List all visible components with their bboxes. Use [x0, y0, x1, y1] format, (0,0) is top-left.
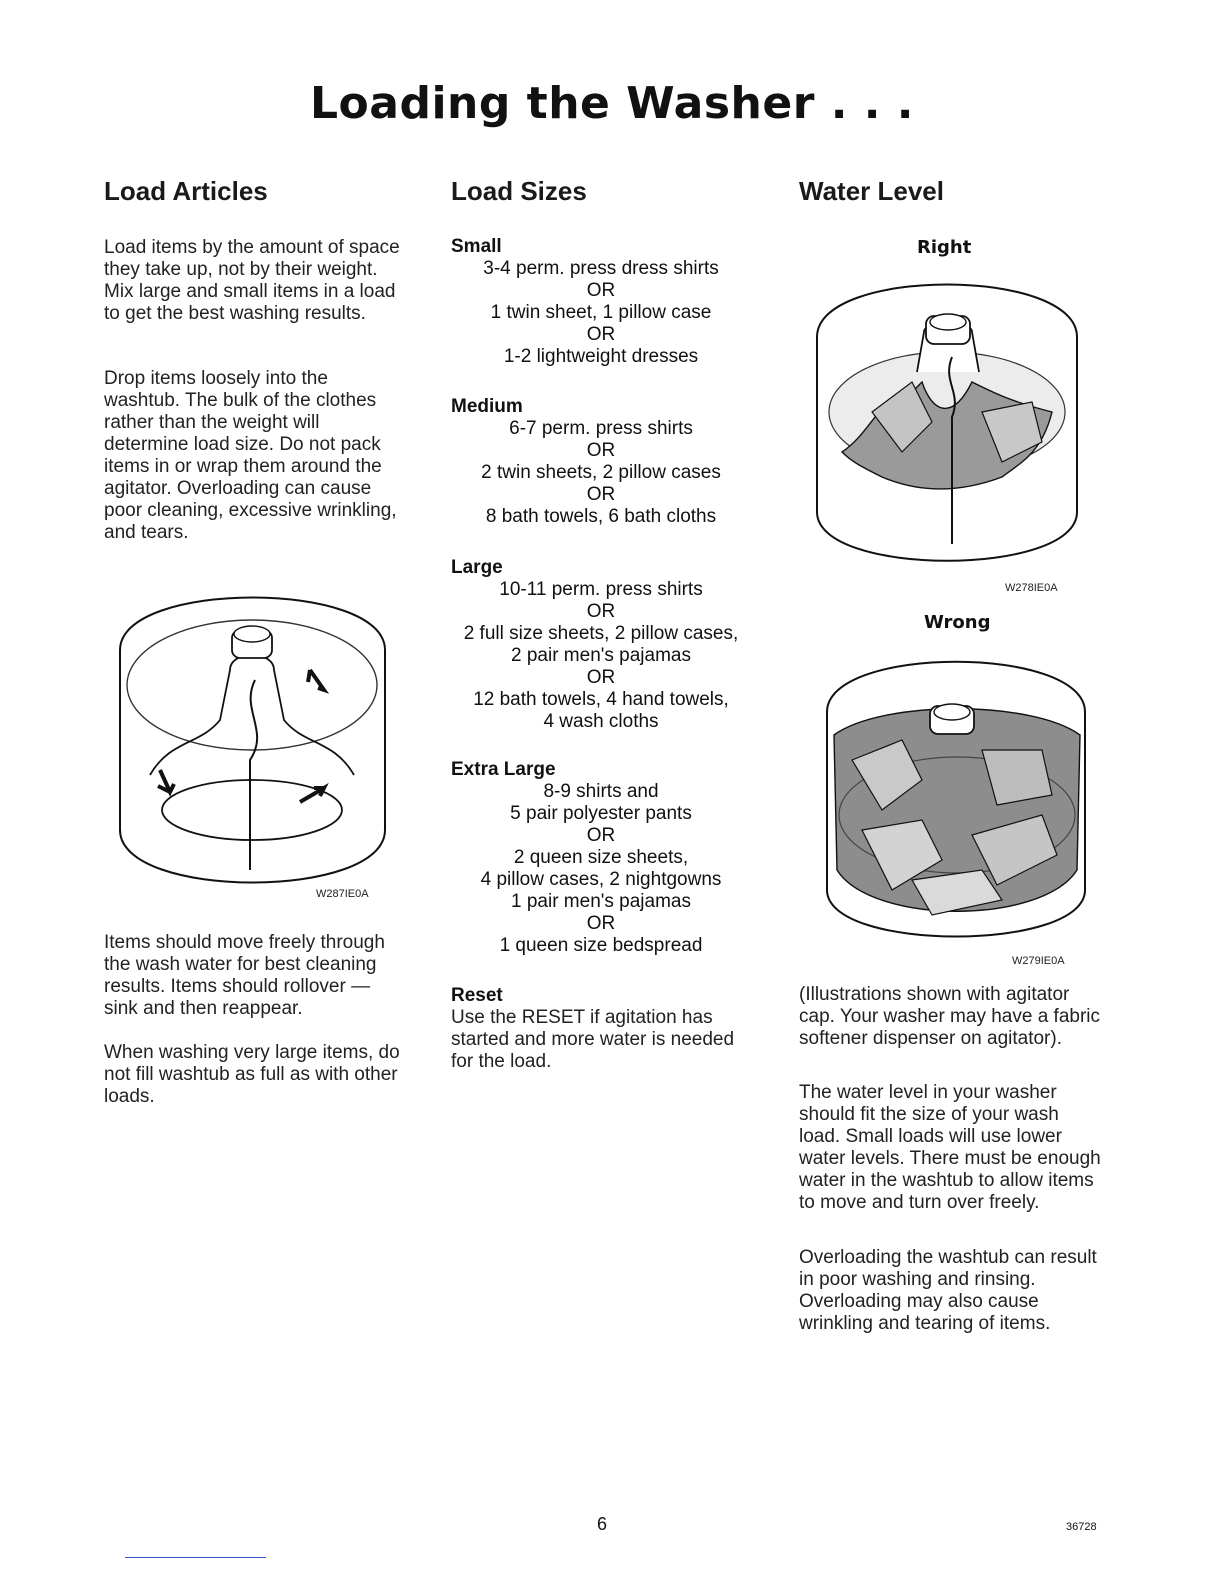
load-articles-paragraph-4: When washing very large items, do not fill washtub as full as with other loads. — [104, 1042, 400, 1107]
small-heading: Small — [451, 236, 502, 257]
list-item: 6-7 perm. press shirts — [509, 418, 693, 439]
figure-code-rollover: W287IE0A — [316, 888, 369, 900]
reset-paragraph: Use the RESET if agitation has started and more water is needed for the load. — [451, 1007, 735, 1072]
water-level-heading: Water Level — [799, 176, 944, 206]
list-item: 2 queen size sheets, — [513, 847, 689, 868]
list-item: OR — [586, 601, 616, 622]
washtub-rollover-illustration — [110, 570, 400, 900]
medium-heading: Medium — [451, 396, 523, 417]
document-number: 36728 — [1066, 1521, 1097, 1533]
extra-large-heading: Extra Large — [451, 759, 556, 780]
list-item: 2 twin sheets, 2 pillow cases — [481, 462, 721, 483]
list-item: OR — [586, 825, 616, 846]
footer-link-underline — [125, 1557, 266, 1558]
right-label: Right — [917, 237, 972, 258]
list-item: 1-2 lightweight dresses — [503, 346, 699, 367]
list-item: 10-11 perm. press shirts — [499, 579, 703, 600]
list-item: 3-4 perm. press dress shirts — [483, 258, 719, 279]
water-level-paragraph-2: The water level in your washer should fit the size of your wash load. Small loads will use lower water levels. There must be enough water in the washtub to allow items to move and turn over freely. — [799, 1082, 1101, 1213]
reset-heading: Reset — [451, 985, 503, 1006]
right-water-level-illustration — [812, 262, 1084, 580]
water-level-paragraph-1: (Illustrations shown with agitator cap. Your washer may have a fabric softener dispenser on agitator). — [799, 984, 1101, 1049]
water-level-paragraph-3: Overloading the washtub can result in poor washing and rinsing. Overloading may also cause wrinkling and tearing of items. — [799, 1247, 1097, 1334]
large-load-list — [451, 579, 751, 733]
wrong-label: Wrong — [924, 612, 991, 633]
list-item: 2 pair men's pajamas — [511, 645, 691, 666]
list-item: 8-9 shirts and — [543, 781, 659, 802]
list-item: OR — [586, 324, 616, 345]
load-sizes-heading: Load Sizes — [451, 176, 587, 206]
load-articles-paragraph-3: Items should move freely through the wash water for best cleaning results. Items should rollover — sink and then reappear. — [104, 932, 385, 1019]
list-item: OR — [586, 440, 616, 461]
load-articles-heading: Load Articles — [104, 176, 268, 206]
load-articles-paragraph-1: Load items by the amount of space they take up, not by their weight. Mix large and small items in a load to get the best washing results. — [104, 237, 400, 324]
large-heading: Large — [451, 557, 503, 578]
list-item: OR — [586, 484, 616, 505]
list-item: OR — [586, 280, 616, 301]
list-item: 4 pillow cases, 2 nightgowns — [480, 869, 722, 890]
list-item: 4 wash cloths — [543, 711, 659, 732]
small-load-list — [451, 258, 751, 368]
medium-load-list — [451, 418, 751, 528]
list-item: 1 queen size bedspread — [499, 935, 703, 956]
figure-code-right: W278IE0A — [1005, 582, 1058, 594]
extra-large-load-list — [451, 781, 751, 957]
list-item: 1 pair men's pajamas — [511, 891, 691, 912]
list-item: 8 bath towels, 6 bath cloths — [485, 506, 717, 527]
list-item: 1 twin sheet, 1 pillow case — [490, 302, 712, 323]
list-item: OR — [586, 913, 616, 934]
wrong-water-level-illustration — [822, 640, 1092, 955]
list-item: 12 bath towels, 4 hand towels, — [473, 689, 729, 710]
list-item: OR — [586, 667, 616, 688]
list-item: 2 full size sheets, 2 pillow cases, — [463, 623, 739, 644]
figure-code-wrong: W279IE0A — [1012, 955, 1065, 967]
load-articles-paragraph-2: Drop items loosely into the washtub. The bulk of the clothes rather than the weight will determine load size. Do not pack items in or wrap them around the agitator. Overloading can cause poor cleaning, excessive wrinkling, and tears. — [104, 368, 397, 543]
list-item: 5 pair polyester pants — [510, 803, 692, 824]
page-number: 6 — [597, 1514, 608, 1534]
page-title: Loading the Washer . . . — [309, 78, 914, 129]
